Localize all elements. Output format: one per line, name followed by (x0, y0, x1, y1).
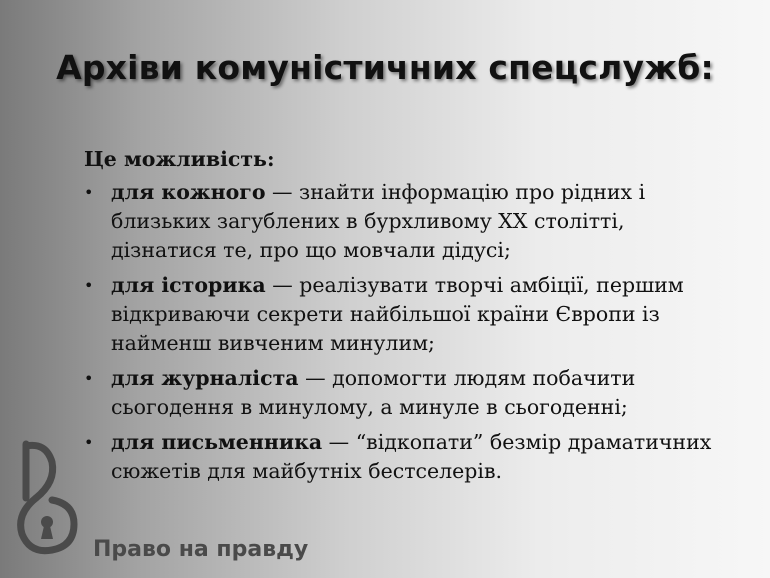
bullet-lead: для історика (111, 273, 266, 297)
bullet-item (84, 364, 734, 422)
bullet-lead: для журналіста (111, 366, 299, 390)
bullet-text: — допомогти людям побачити сьогодення в минулому, а минуле в сьогоденні; (111, 366, 636, 419)
bullet-dot: • (84, 183, 94, 202)
bullet-item (84, 428, 734, 486)
bullet-dot: • (84, 369, 94, 388)
slide-content (84, 145, 734, 492)
slide-title: Архіви комуністичних спецслужб: (56, 48, 714, 87)
key-hole-logo-icon (12, 438, 82, 558)
intro-text: Це можливість: (84, 147, 275, 171)
bullet-dot: • (84, 276, 94, 295)
bullet-list (84, 178, 734, 486)
bullet-text: — реалізувати творчі амбіції, першим відкриваючи секрети найбільшої країни Європи із найменш вивченим минулим; (111, 273, 684, 355)
bullet-text: — “відкопати” безмір драматичних сюжетів для майбутніх бестселерів. (111, 430, 712, 483)
bullet-item (84, 271, 734, 358)
bullet-dot: • (84, 433, 94, 452)
brand-name: Право на правду (93, 537, 309, 562)
bullet-lead: для кожного (111, 180, 266, 204)
bullet-item (84, 178, 734, 265)
bullet-text: — знайти інформацію про рідних і близьких загублених в бурхливому ХХ столітті, дізнатися те, про що мовчали дідусі; (111, 180, 646, 262)
bullet-lead: для письменника (111, 430, 323, 454)
